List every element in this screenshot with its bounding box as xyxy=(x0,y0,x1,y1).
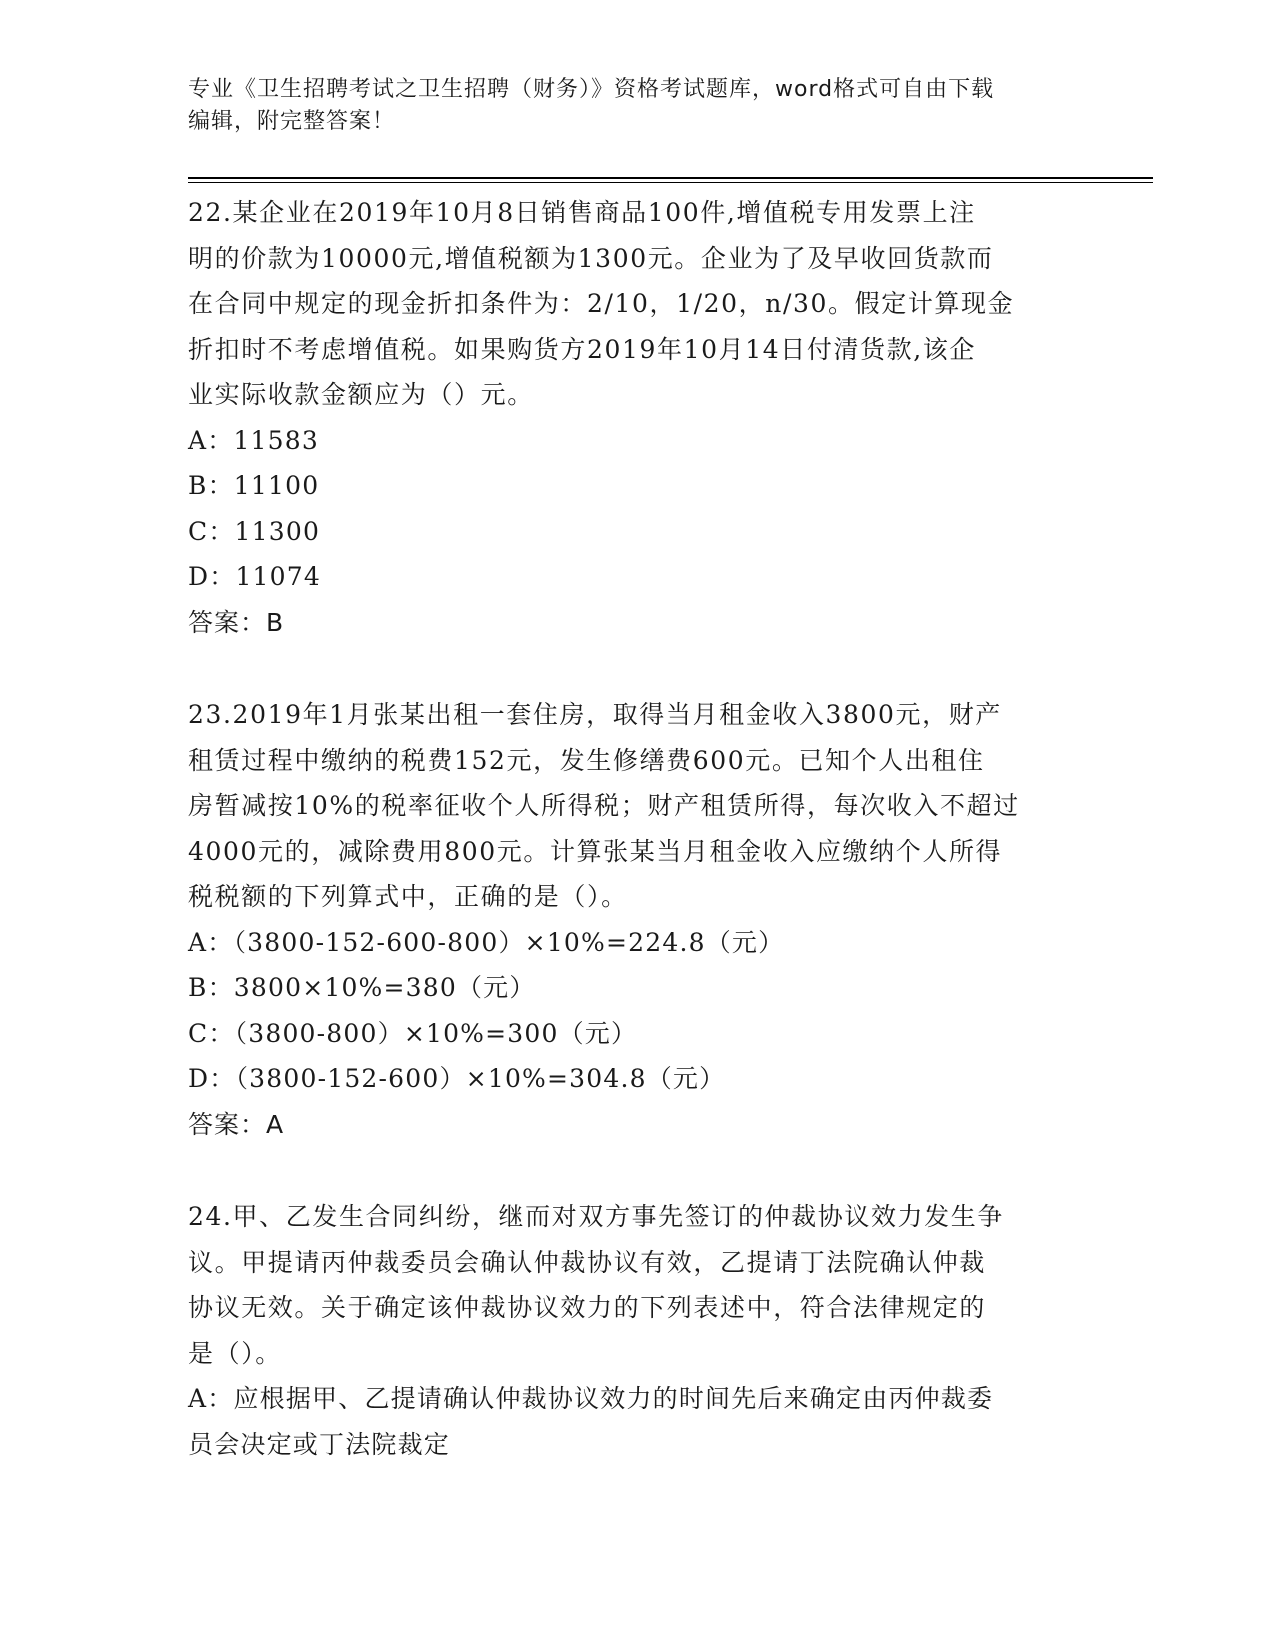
option-a: A：应根据甲、乙提请确认仲裁协议效力的时间先后来确定由丙仲裁委 xyxy=(188,1384,994,1413)
option-d: D：（3800-152-600）×10%=304.8（元） xyxy=(188,1064,726,1093)
option-d: D：11074 xyxy=(188,562,321,591)
question-stem-line: 房暂减按10%的税率征收个人所得税；财产租赁所得，每次收入不超过 xyxy=(188,791,1020,820)
question-23 xyxy=(188,692,1088,1147)
question-stem-line: 22.某企业在2019年10月8日销售商品100件,增值税专用发票上注 xyxy=(188,198,976,227)
document-header xyxy=(188,74,1068,138)
option-b: B：11100 xyxy=(188,471,320,500)
option-c: C：11300 xyxy=(188,516,321,546)
question-stem-line: 23.2019年1月张某出租一套住房，取得当月租金收入3800元，财产 xyxy=(188,700,1002,729)
question-list xyxy=(188,190,1088,1467)
header-rule-thin xyxy=(188,182,1153,183)
question-stem-line: 租赁过程中缴纳的税费152元，发生修缮费600元。已知个人出租住 xyxy=(188,745,985,775)
question-stem-line: 在合同中规定的现金折扣条件为：2/10，1/20，n/30。假定计算现金 xyxy=(188,289,1015,318)
question-stem-line: 折扣时不考虑增值税。如果购货方2019年10月14日付清货款,该企 xyxy=(188,334,976,364)
question-stem-line: 4000元的，减除费用800元。计算张某当月租金收入应缴纳个人所得 xyxy=(188,836,1003,866)
option-c: C：（3800-800）×10%=300（元） xyxy=(188,1018,638,1048)
question-stem-line: 协议无效。关于确定该仲裁协议效力的下列表述中，符合法律规定的 xyxy=(188,1293,987,1322)
question-stem-line: 业实际收款金额应为（）元。 xyxy=(188,380,534,409)
question-stem-line: 明的价款为10000元,增值税额为1300元。企业为了及早收回货款而 xyxy=(188,243,994,273)
question-stem-line: 是（）。 xyxy=(188,1338,282,1368)
answer-label: 答案：B xyxy=(188,607,285,637)
question-stem-line: 议。甲提请丙仲裁委员会确认仲裁协议有效，乙提请丁法院确认仲裁 xyxy=(188,1247,987,1277)
question-22 xyxy=(188,190,1088,645)
header-line-1: 专业《卫生招聘考试之卫生招聘（财务）》资格考试题库，word格式可自由下载 xyxy=(188,77,995,102)
option-a: A：11583 xyxy=(188,425,319,455)
option-a: A：（3800-152-600-800）×10%=224.8（元） xyxy=(188,927,785,957)
header-line-2: 编辑，附完整答案！ xyxy=(188,109,396,134)
question-24 xyxy=(188,1194,1088,1467)
answer-label: 答案：A xyxy=(188,1109,285,1139)
question-spacer xyxy=(188,645,1088,692)
header-rule-thick xyxy=(188,177,1153,179)
option-a-continued: 员会决定或丁法院裁定 xyxy=(188,1429,451,1459)
question-spacer xyxy=(188,1147,1088,1194)
question-stem-line: 税税额的下列算式中，正确的是（）。 xyxy=(188,882,628,911)
option-b: B：3800×10%=380（元） xyxy=(188,973,536,1002)
question-stem-line: 24.甲、乙发生合同纠纷，继而对双方事先签订的仲裁协议效力发生争 xyxy=(188,1202,1004,1231)
